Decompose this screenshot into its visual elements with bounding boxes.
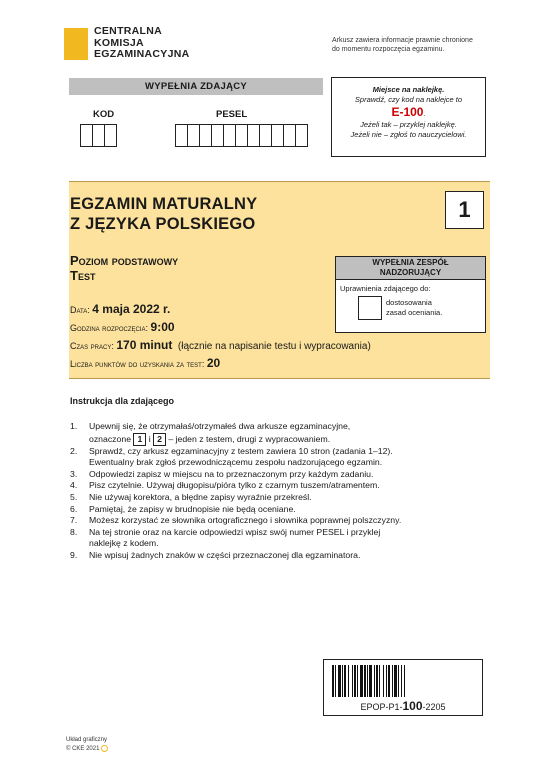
supervisor-heading-line-2: NADZORUJĄCY <box>379 268 442 277</box>
barcode-stripe <box>379 665 380 697</box>
exam-title-line-2: Z JĘZYKA POLSKIEGO <box>70 215 256 233</box>
barcode-stripe <box>335 665 336 697</box>
notice-line-2: do momentu rozpoczęcia egzaminu. <box>332 46 445 53</box>
instruction-text: Pamiętaj, że zapisy w brudnopisie nie będą oceniane. <box>89 503 296 514</box>
duration-label: Czas pracy: <box>70 341 114 351</box>
instruction-number: 6. <box>70 503 78 514</box>
start-value: 9:00 <box>150 320 175 334</box>
barcode-stripe <box>332 665 334 697</box>
instruction-item <box>70 550 490 562</box>
barcode-stripe <box>364 665 366 697</box>
sticker-code: E-100 <box>391 105 424 119</box>
exam-title-line-1: EGZAMIN MATURALNY <box>70 195 258 213</box>
instruction-number: 2. <box>70 445 78 456</box>
instruction-item <box>70 515 490 527</box>
level-line-2: Test <box>70 268 96 283</box>
sticker-line-1: Miejsce na naklejkę. <box>372 85 445 94</box>
confidential-notice <box>332 36 502 54</box>
accommodation-checkbox[interactable] <box>358 296 382 320</box>
instruction-number: 5. <box>70 491 78 502</box>
instructions-list <box>70 421 490 562</box>
accommodation-label <box>386 298 442 318</box>
footer-line-1: Układ graficzny <box>66 737 108 743</box>
supervisor-heading-line-1: WYPEŁNIA ZESPÓŁ <box>372 258 449 267</box>
instruction-number: 8. <box>70 526 78 537</box>
instruction-text: Na tej stronie oraz na karcie odpowiedzi wpisz swój numer PESEL i przyklej <box>89 526 381 537</box>
barcode-stripe <box>376 665 378 697</box>
instruction-text: Nie używaj korektora, a błędne zapisy wyraźnie przekreśl. <box>89 491 312 502</box>
supervisor-section <box>335 256 486 333</box>
barcode-stripe <box>344 665 346 697</box>
barcode-stripe <box>369 665 372 697</box>
sheet-number: 1 <box>445 191 484 229</box>
instruction-item <box>70 492 490 504</box>
instruction-text: Możesz korzystać ze słownika ortograficznego i słownika poprawnej polszczyzny. <box>89 515 402 526</box>
exam-date <box>70 302 170 316</box>
date-value: 4 maja 2022 r. <box>92 302 171 316</box>
barcode-stripe <box>338 665 341 697</box>
sticker-code-suffix: . <box>423 109 426 118</box>
instruction-item <box>70 469 490 481</box>
barcode-stripe <box>398 665 399 697</box>
org-line-3: EGZAMINACYJNA <box>94 48 190 60</box>
instruction-text: Nie wpisuj żadnych znaków w części przeznaczonej dla egzaminatora. <box>89 549 361 560</box>
instruction-text: Pisz czytelnie. Używaj długopisu/pióra tylko z czarnym tuszem/atramentem. <box>89 480 380 491</box>
exam-points <box>70 356 220 370</box>
cke-logo-icon <box>64 28 88 60</box>
cke-dot-icon <box>101 745 108 752</box>
sheet-1-badge: 1 <box>133 433 146 446</box>
barcode-stripe <box>401 665 402 697</box>
barcode-stripe <box>367 665 368 697</box>
instruction-text-part: – jeden z testem, drugi z wypracowaniem. <box>168 433 331 444</box>
start-label: Godzina rozpoczęcia: <box>70 323 149 333</box>
kod-cell[interactable] <box>104 124 117 147</box>
kod-label: KOD <box>93 109 115 120</box>
instruction-text-part: oznaczone <box>89 433 132 444</box>
barcode-prefix: EPOP-P1- <box>360 702 403 712</box>
organization-name <box>94 26 190 61</box>
instruction-number: 4. <box>70 480 78 491</box>
barcode-label <box>324 699 482 713</box>
pesel-field[interactable] <box>175 124 307 147</box>
exam-duration <box>70 338 371 352</box>
instruction-item <box>70 446 490 469</box>
sticker-line-3: Jeżeli tak – przyklej naklejkę. <box>360 120 457 129</box>
level-line-1: Poziom podstawowy <box>70 253 179 268</box>
instruction-text <box>89 433 490 446</box>
pesel-cell[interactable] <box>295 124 308 147</box>
points-label: Liczba punktów do uzyskania za test: <box>70 359 205 369</box>
instruction-text: Upewnij się, że otrzymałaś/otrzymałeś dwa arkusze egzaminacyjne, <box>89 421 351 431</box>
instruction-item <box>70 504 490 516</box>
instruction-number: 9. <box>70 549 78 560</box>
barcode-stripe <box>383 665 384 697</box>
points-value: 20 <box>206 356 221 370</box>
instruction-text: Odpowiedzi zapisz w miejscu na to przeznaczonym przy każdym zadaniu. <box>89 468 374 479</box>
barcode-stripe <box>404 665 405 697</box>
barcode-stripe <box>388 665 390 697</box>
sheet-2-badge: 2 <box>153 433 166 446</box>
duration-value: 170 minut <box>116 338 173 352</box>
barcode-stripe <box>386 665 387 697</box>
instruction-text: Sprawdź, czy arkusz egzaminacyjny z testem zawiera 10 stron (zadania 1–12). <box>89 445 393 456</box>
instruction-item <box>70 480 490 492</box>
exam-level <box>70 253 178 283</box>
barcode-stripe <box>342 665 343 697</box>
sticker-line-4: Jeżeli nie – zgłoś to nauczycielowi. <box>350 130 467 139</box>
supervisor-subtitle: Uprawnienia zdającego do: <box>340 284 431 293</box>
org-line-1: CENTRALNA <box>94 25 163 37</box>
instruction-number: 3. <box>70 468 78 479</box>
notice-line-1: Arkusz zawiera informacje prawnie chronione <box>332 37 473 44</box>
footer-line-2: © CKE 2021 <box>66 745 100 752</box>
pesel-label: PESEL <box>216 109 248 120</box>
sticker-area[interactable] <box>331 77 486 157</box>
accommodation-line-2: zasad oceniania. <box>386 308 443 317</box>
barcode-stripe <box>348 665 349 697</box>
barcode-icon <box>332 665 474 697</box>
student-section-heading: WYPEŁNIA ZDAJĄCY <box>69 78 323 95</box>
barcode-suffix: -2205 <box>422 702 446 712</box>
instructions-title: Instrukcja dla zdającego <box>70 396 175 406</box>
instruction-number: 1. <box>70 421 78 431</box>
instruction-item <box>70 527 490 550</box>
sticker-line-2: Sprawdź, czy kod na naklejce to <box>354 95 463 104</box>
barcode-stripe <box>394 665 397 697</box>
barcode-stripe <box>352 665 353 697</box>
accommodation-line-1: dostosowania <box>386 298 432 307</box>
barcode-stripe <box>374 665 375 697</box>
barcode-stripe <box>357 665 358 697</box>
org-line-2: KOMISJA <box>94 36 144 49</box>
barcode-stripe <box>392 665 393 697</box>
instruction-text: naklejkę z kodem. <box>89 538 159 549</box>
instruction-text-part: i <box>148 433 151 444</box>
exam-title <box>70 194 257 234</box>
instruction-item <box>70 421 490 446</box>
barcode-box <box>323 659 483 716</box>
kod-field[interactable] <box>80 124 116 147</box>
barcode-bold: 100 <box>402 699 423 713</box>
barcode-stripe <box>360 665 363 697</box>
barcode-stripe <box>354 665 356 697</box>
instruction-number: 7. <box>70 515 78 526</box>
duration-note: (łącznie na napisanie testu i wypracowania) <box>177 341 371 352</box>
instruction-text: Ewentualny brak zgłoś przewodniczącemu zespołu nadzorującego egzamin. <box>89 457 383 468</box>
supervisor-heading <box>336 257 485 280</box>
exam-start-time <box>70 320 175 334</box>
date-label: Data: <box>70 305 90 315</box>
footer <box>66 737 108 753</box>
